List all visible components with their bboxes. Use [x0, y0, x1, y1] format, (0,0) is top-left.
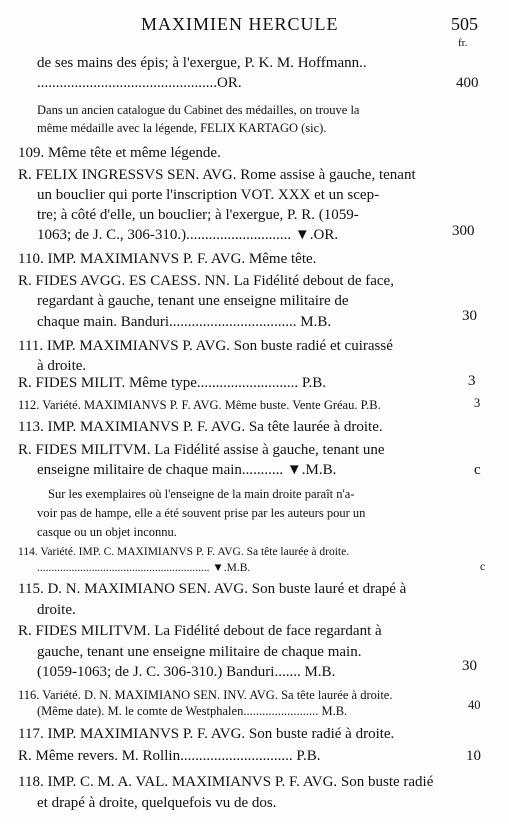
note-line: voir pas de hampe, elle a été souvent prise par les auteurs pour un	[37, 506, 366, 520]
entry-value: 40	[468, 698, 481, 712]
entry-line: de ses mains des épis; à l'exergue, P. K. M. Hoffmann..	[37, 55, 367, 71]
entry-line: R. FELIX INGRESSVS SEN. AVG. Rome assise à gauche, tenant	[18, 167, 416, 183]
entry-line: 115. D. N. MAXIMIANO SEN. AVG. Son buste lauré et drapé à	[18, 581, 407, 597]
page-number: 505	[451, 14, 478, 34]
note-line: même médaille avec la légende, FELIX KARTAGO (sic).	[37, 121, 327, 135]
entry-line: 112. Variété. MAXIMIANVS P. F. AVG. Même buste. Vente Gréau. P.B.	[18, 398, 381, 412]
entry-line: à droite.	[37, 358, 87, 374]
currency-label: fr.	[458, 37, 468, 49]
entry-value: c	[474, 462, 481, 478]
entry-line: 116. Variété. D. N. MAXIMIANO SEN. INV. AVG. Sa tête laurée à droite.	[18, 688, 393, 702]
page-title: MAXIMIEN HERCULE	[141, 14, 339, 34]
entry-line: (1059-1063; de J. C. 306-310.) Banduri....... M.B.	[37, 664, 336, 680]
entry-value: 10	[466, 748, 481, 764]
note-line: Dans un ancien catalogue du Cabinet des médailles, on trouve la	[37, 103, 360, 117]
entry-value: 30	[462, 308, 477, 324]
entry-line: chaque main. Banduri.................................. M.B.	[37, 314, 332, 330]
entry-line: un bouclier qui porte l'inscription VOT. XXX et un scep-	[37, 187, 380, 203]
note-line: Sur les exemplaires où l'enseigne de la main droite paraît n'a-	[48, 487, 355, 501]
entry-line: 110. IMP. MAXIMIANVS P. F. AVG. Même tête.	[18, 251, 317, 267]
entry-line: tre; à côté d'elle, un bouclier; à l'exergue, P. R. (1059-	[37, 207, 359, 223]
entry-value: c	[480, 561, 486, 573]
entry-value: 3	[468, 373, 476, 389]
entry-line: R. FIDES MILITVM. La Fidélité assise à gauche, tenant une	[18, 442, 385, 458]
entry-line: 117. IMP. MAXIMIANVS P. F. AVG. Son buste radié à droite.	[18, 726, 395, 742]
entry-line: 1063; de J. C., 306-310.)............................ ▼.OR.	[37, 227, 339, 243]
entry-value: 30	[462, 658, 477, 674]
entry-line: 118. IMP. C. M. A. VAL. MAXIMIANVS P. F. AVG. Son buste radié	[18, 774, 434, 790]
entry-line: 109. Même tête et même légende.	[18, 145, 221, 161]
entry-line: et drapé à droite, quelquefois vu de dos.	[37, 795, 277, 811]
note-line: casque ou un objet inconnu.	[37, 525, 177, 539]
entry-line: regardant à gauche, tenant une enseigne militaire de	[37, 293, 349, 309]
entry-line: ................................................OR.	[37, 75, 242, 91]
entry-line: 113. IMP. MAXIMIANVS P. F. AVG. Sa tête laurée à droite.	[18, 419, 383, 435]
entry-value: 400	[456, 75, 479, 91]
entry-line: R. FIDES MILITVM. La Fidélité debout de face regardant à	[18, 623, 382, 639]
entry-line: enseigne militaire de chaque main........... ▼.M.B.	[37, 462, 337, 478]
entry-line: gauche, tenant une enseigne militaire de chaque main.	[37, 644, 362, 660]
entry-line: 114. Variété. IMP. C. MAXIMIANVS P. F. AVG. Sa tête laurée à droite.	[18, 546, 350, 558]
entry-line: ............................................................ ▼.M.B.	[37, 562, 251, 574]
entry-line: R. FIDES AVGG. ES CAESS. NN. La Fidélité debout de face,	[18, 273, 394, 289]
entry-value: 300	[452, 223, 475, 239]
entry-line: droite.	[37, 602, 76, 618]
entry-line: R. FIDES MILIT. Même type........................... P.B.	[18, 375, 327, 391]
entry-line: (Même date). M. le comte de Westphalen........................ M.B.	[37, 704, 348, 718]
entry-line: R. Même revers. M. Rollin.............................. P.B.	[18, 748, 321, 764]
entry-value: 3	[474, 396, 481, 410]
entry-line: 111. IMP. MAXIMIANVS P. AVG. Son buste radié et cuirassé	[18, 338, 393, 354]
